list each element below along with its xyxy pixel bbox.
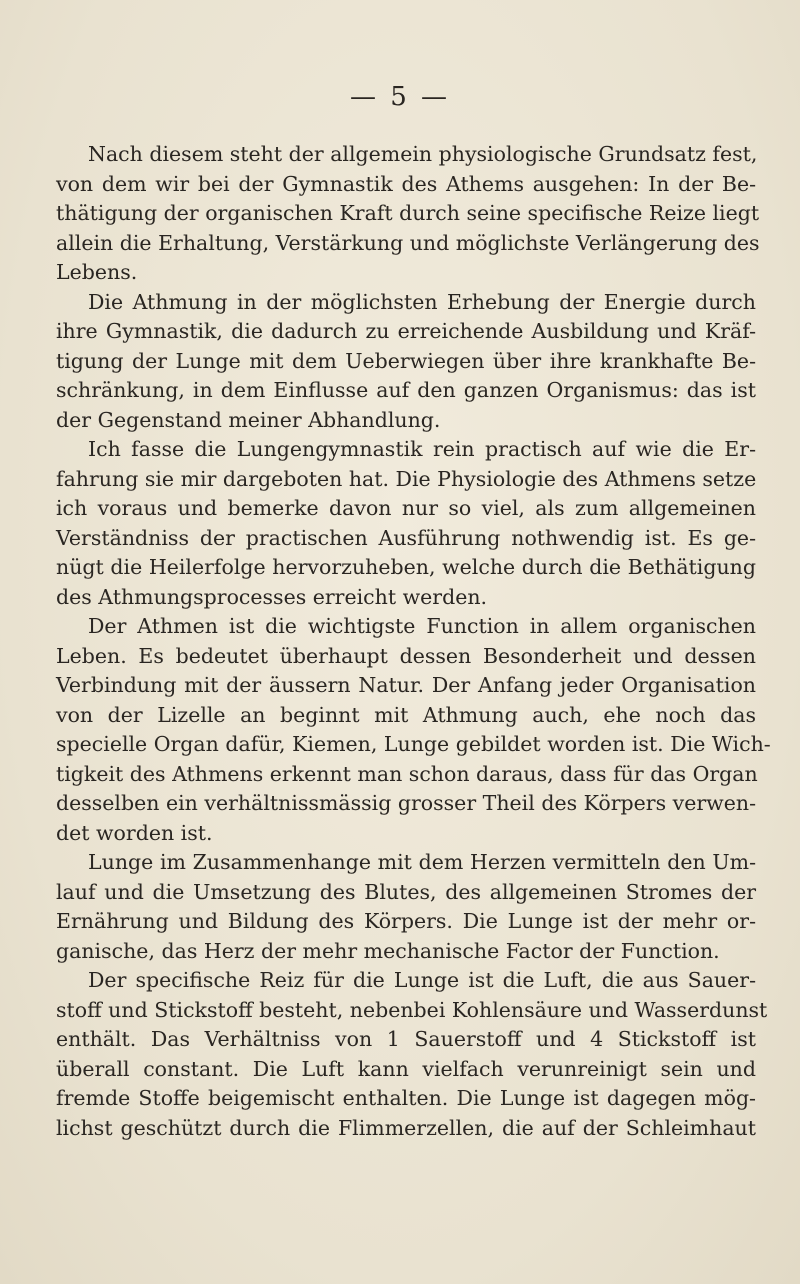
text-line: specielle Organ dafür, Kiemen, Lunge gebildet worden ist. Die Wich- bbox=[56, 732, 771, 756]
text-line: fahrung sie mir dargeboten hat. Die Physiologie des Athmens setze bbox=[56, 466, 757, 491]
text-line: allein die Erhaltung, Verstärkung und möglichste Verlängerung des bbox=[56, 230, 760, 255]
text-line: Verbindung mit der äussern Natur. Der Anfang jeder Organisation bbox=[56, 673, 756, 697]
text-line: ganische, das Herz der mehr mechanische Factor der Function. bbox=[56, 938, 720, 963]
text-line: tigkeit des Athmens erkennt man schon daraus, dass für das Organ bbox=[56, 761, 758, 786]
text-line: enthält. Das Verhältniss von 1 Sauerstoff und 4 Stickstoff ist bbox=[56, 1027, 756, 1051]
paragraph-1 bbox=[56, 140, 760, 288]
text-line: schränkung, in dem Einflusse auf den ganzen Organismus: das ist bbox=[56, 378, 756, 402]
text-line: thätigung der organischen Kraft durch seine specifische Reize liegt bbox=[56, 201, 760, 225]
text-line: nügt die Heilerfolge hervorzuheben, welche durch die Bethätigung bbox=[56, 555, 756, 579]
text-line: stoff und Stickstoff besteht, nebenbei Kohlensäure und Wasserdunst bbox=[56, 997, 768, 1022]
paragraph-6 bbox=[56, 966, 768, 1143]
text-line: der Gegenstand meiner Abhandlung. bbox=[56, 407, 441, 432]
text-line: Lunge im Zusammenhange mit dem Herzen vermitteln den Um- bbox=[88, 850, 756, 874]
paragraph-3 bbox=[56, 435, 756, 612]
text-line: Nach diesem steht der allgemein physiologische Grundsatz fest, bbox=[88, 142, 758, 166]
paragraph-5 bbox=[56, 848, 756, 966]
text-line: von der Lizelle an beginnt mit Athmung auch, ehe noch das bbox=[56, 702, 756, 727]
text-line: Der Athmen ist die wichtigste Function in allem organischen bbox=[88, 614, 756, 638]
paragraph-2 bbox=[56, 288, 756, 436]
text-line: Der specifische Reiz für die Lunge ist die Luft, die aus Sauer- bbox=[88, 968, 756, 992]
text-line: Ernährung und Bildung des Körpers. Die Lunge ist der mehr or- bbox=[56, 909, 756, 933]
text-line: Die Athmung in der möglichsten Erhebung der Energie durch bbox=[88, 289, 756, 314]
text-line: det worden ist. bbox=[56, 820, 213, 845]
text-line: Ich fasse die Lungengymnastik rein practisch auf wie die Er- bbox=[88, 437, 756, 461]
text-body bbox=[56, 140, 771, 1143]
text-line: fremde Stoffe beigemischt enthalten. Die Lunge ist dagegen mög- bbox=[56, 1086, 756, 1110]
text-line: des Athmungsprocesses erreicht werden. bbox=[56, 584, 488, 609]
text-line: überall constant. Die Luft kann vielfach verunreinigt sein und bbox=[56, 1056, 756, 1081]
text-line: Lebens. bbox=[56, 260, 138, 284]
text-line: lauf und die Umsetzung des Blutes, des allgemeinen Stromes der bbox=[56, 879, 756, 904]
text-line: Verständniss der practischen Ausführung nothwendig ist. Es ge- bbox=[56, 525, 756, 550]
page-number: — 5 — bbox=[349, 82, 451, 112]
text-line: ihre Gymnastik, die dadurch zu erreichende Ausbildung und Kräf- bbox=[56, 319, 756, 343]
text-line: Leben. Es bedeutet überhaupt dessen Besonderheit und dessen bbox=[56, 643, 756, 668]
text-line: tigung der Lunge mit dem Ueberwiegen über ihre krankhafte Be- bbox=[56, 348, 756, 373]
paragraph-4 bbox=[56, 612, 771, 848]
text-line: von dem wir bei der Gymnastik des Athems ausgehen: In der Be- bbox=[56, 171, 756, 196]
text-line: ich voraus und bemerke davon nur so viel, als zum allgemeinen bbox=[56, 496, 756, 520]
text-line: desselben ein verhältnissmässig grosser Theil des Körpers verwen- bbox=[56, 791, 756, 815]
text-line: lichst geschützt durch die Flimmerzellen, die auf der Schleimhaut bbox=[56, 1115, 756, 1140]
